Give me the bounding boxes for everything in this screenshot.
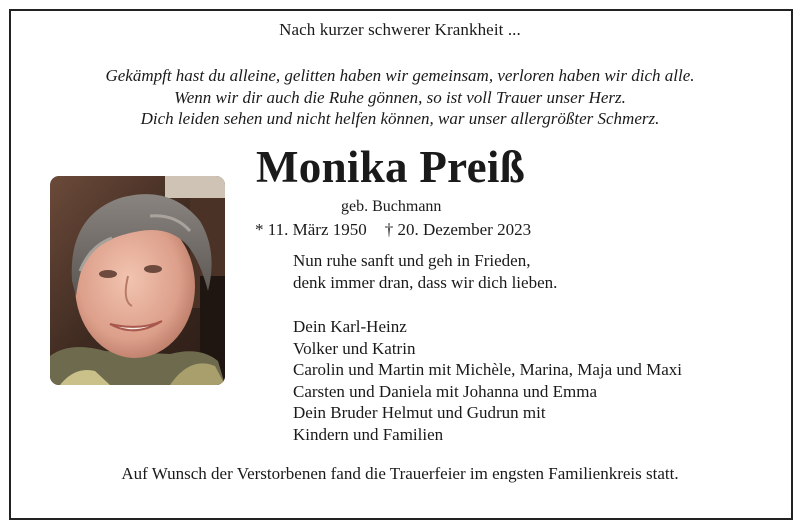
poem-line: Gekämpft hast du alleine, gelitten haben wir gemeinsam, verloren haben wir dich alle. — [105, 66, 695, 85]
maiden-name: geb. Buchmann — [341, 198, 442, 215]
mourner-line: Dein Bruder Helmut und Gudrun mit — [293, 403, 546, 422]
life-dates — [255, 220, 531, 240]
portrait-photo — [50, 176, 225, 385]
mourner-line: Kindern und Familien — [293, 424, 444, 444]
mourners-list — [293, 316, 682, 445]
verse-line: denk immer dran, dass wir dich lieben. — [293, 272, 558, 292]
mourner-line: Dein Karl-Heinz — [293, 317, 407, 336]
farewell-verse — [293, 250, 557, 293]
poem-line: Dich leiden sehen und nicht helfen können, war unser allergrößter Schmerz. — [140, 109, 660, 128]
mourner-line: Carsten und Daniela mit Johanna und Emma — [293, 381, 598, 401]
funeral-note: Auf Wunsch der Verstorbenen fand die Trauerfeier im engsten Familienkreis statt. — [121, 464, 679, 483]
intro-line: Nach kurzer schwerer Krankheit ... — [279, 20, 521, 39]
mourner-line: Carolin und Martin mit Michèle, Marina, Maja und Maxi — [293, 360, 683, 379]
poem — [0, 65, 800, 130]
mourner-line: Volker und Katrin — [293, 338, 416, 358]
birth-date: * 11. März 1950 — [255, 220, 367, 239]
death-date: † 20. Dezember 2023 — [384, 220, 532, 239]
deceased-name: Monika Preiß — [256, 142, 526, 192]
poem-line: Wenn wir dir auch die Ruhe gönnen, so ist voll Trauer unser Herz. — [174, 87, 626, 107]
verse-line: Nun ruhe sanft und geh in Frieden, — [293, 251, 531, 270]
